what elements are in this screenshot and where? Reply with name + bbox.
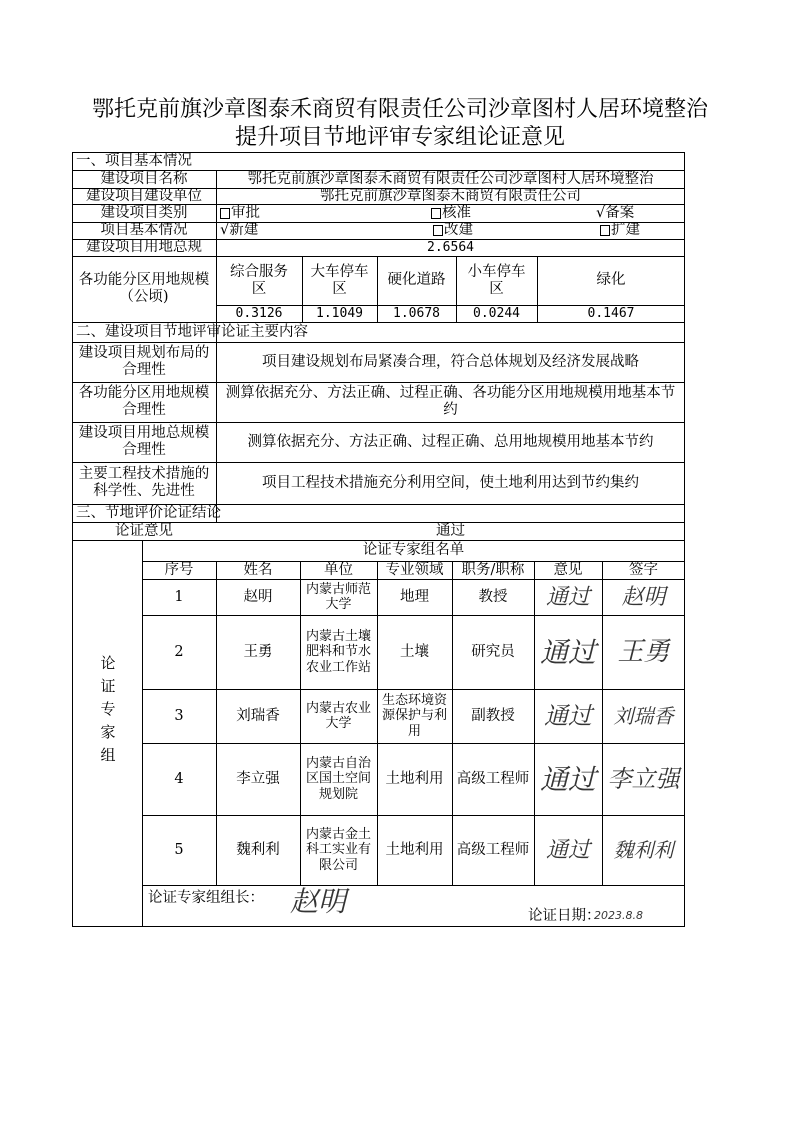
opinion-label: 论证意见 xyxy=(115,522,173,539)
review-row-label: 建设项目用地总规模合理性 xyxy=(78,425,210,458)
unit-value: 鄂托克前旗沙章图泰禾商贸有限责任公司 xyxy=(320,188,581,204)
zone-value: 0.0244 xyxy=(473,306,520,321)
expert-field: 生态环境资源保护与利用 xyxy=(381,692,447,739)
expert-field: 土壤 xyxy=(400,643,429,660)
expert-field: 土地利用 xyxy=(385,770,444,787)
expert-unit: 内蒙古自治区国土空间规划院 xyxy=(306,755,372,802)
date-label: 论证日期： xyxy=(528,907,601,924)
expert-name: 魏利利 xyxy=(236,841,280,858)
expert-unit: 内蒙古农业大学 xyxy=(306,700,372,731)
expert-title: 高级工程师 xyxy=(456,770,530,787)
project-name-value: 鄂托克前旗沙章图泰禾商贸有限责任公司沙章图村人居环境整治 xyxy=(247,170,654,187)
zone-name: 硬化道路 xyxy=(387,272,446,288)
review-row-content: 测算依据充分、方法正确、过程正确、总用地规模用地基本节约 xyxy=(247,433,654,450)
expert-signature: 赵明 xyxy=(621,584,666,610)
status-option-expand: 扩建 xyxy=(596,222,685,239)
expert-signature: 刘瑞香 xyxy=(613,703,674,728)
leader-label: 论证专家组组长： xyxy=(148,889,264,906)
expert-name: 赵明 xyxy=(243,588,273,605)
document-title-line2: 提升项目节地评审专家组论证意见 xyxy=(234,125,565,150)
checkbox-icon xyxy=(600,225,610,236)
expert-field: 地理 xyxy=(400,588,429,605)
review-row-content: 项目建设规划布局紧凑合理，符合总体规划及经济发展战略 xyxy=(262,353,639,370)
zone-value: 1.0678 xyxy=(393,306,440,321)
zone-name: 绿化 xyxy=(596,272,626,288)
col-header: 意见 xyxy=(553,561,583,578)
expert-list-title: 论证专家组名单 xyxy=(362,542,465,558)
zone-name: 小车停车区 xyxy=(467,263,526,297)
project-name-label: 建设项目名称 xyxy=(100,170,188,187)
category-option-record: √备案 xyxy=(596,204,635,221)
expert-name: 王勇 xyxy=(243,643,273,660)
expert-no: 2 xyxy=(174,643,184,660)
zone-name: 大车停车区 xyxy=(310,263,369,297)
expert-title: 教授 xyxy=(478,588,508,605)
category-option-approval: 审批 xyxy=(216,204,366,222)
total-area-label: 建设项目用地总规 xyxy=(86,239,202,255)
expert-title: 副教授 xyxy=(471,707,515,724)
status-option-new: √新建 xyxy=(220,222,259,238)
date-value: 2023.8.8 xyxy=(594,909,643,922)
expert-signature: 魏利利 xyxy=(613,837,674,862)
expert-opinion-signature: 通过 xyxy=(544,701,592,730)
evaluation-form xyxy=(72,152,685,927)
expert-signature: 王勇 xyxy=(617,636,670,667)
category-option-verify: 核准 xyxy=(427,204,537,222)
expert-group-label: 论证专家组 xyxy=(98,655,117,770)
col-header: 签字 xyxy=(629,561,658,578)
expert-no: 1 xyxy=(174,588,184,605)
zone-value: 0.1467 xyxy=(587,306,635,321)
col-header: 姓名 xyxy=(243,561,273,578)
review-row-label: 各功能分区用地规模合理性 xyxy=(78,385,210,418)
expert-title: 研究员 xyxy=(471,643,515,660)
document-title-line1: 鄂托克前旗沙章图泰禾商贸有限责任公司沙章图村人居环境整治 xyxy=(91,97,708,122)
review-row-label: 主要工程技术措施的科学性、先进性 xyxy=(78,466,210,499)
expert-signature: 李立强 xyxy=(607,764,680,793)
col-header: 专业领域 xyxy=(385,561,444,578)
review-row-label: 建设项目规划布局的合理性 xyxy=(78,345,210,378)
opinion-value: 通过 xyxy=(436,522,465,539)
review-row-content: 项目工程技术措施充分利用空间，使土地利用达到节约集约 xyxy=(262,474,639,491)
expert-no: 5 xyxy=(174,841,184,858)
expert-opinion-signature: 通过 xyxy=(545,584,590,610)
expert-opinion-signature: 通过 xyxy=(539,635,596,669)
review-row-content: 测算依据充分、方法正确、过程正确、各功能分区用地规模用地基本节约 xyxy=(225,385,676,418)
expert-unit: 内蒙古师范大学 xyxy=(306,581,372,612)
expert-unit: 内蒙古土壤肥料和节水农业工作站 xyxy=(306,628,372,675)
section3-heading: 三、节地评价论证结论 xyxy=(76,504,221,521)
expert-name: 刘瑞香 xyxy=(236,707,280,724)
expert-opinion-signature: 通过 xyxy=(539,762,596,796)
expert-title: 高级工程师 xyxy=(456,841,530,858)
zone-value: 0.3126 xyxy=(235,306,283,321)
col-header: 职务/职称 xyxy=(461,561,525,578)
col-header: 单位 xyxy=(324,561,353,578)
unit-label: 建设项目建设单位 xyxy=(86,188,202,204)
expert-no: 4 xyxy=(174,770,184,787)
zone-value: 1.1049 xyxy=(316,306,363,321)
leader-signature: 赵明 xyxy=(290,885,347,918)
expert-no: 3 xyxy=(174,707,184,724)
expert-name: 李立强 xyxy=(236,770,280,787)
section1-heading: 一、项目基本情况 xyxy=(76,152,192,169)
status-label: 项目基本情况 xyxy=(100,222,188,238)
status-option-rebuild: 改建 xyxy=(429,222,539,239)
checkbox-icon xyxy=(433,225,443,236)
section2-heading: 二、建设项目节地评审论证主要内容 xyxy=(76,323,308,340)
checkbox-icon xyxy=(220,208,230,219)
zone-label: 各功能分区用地规模（公顷) xyxy=(78,272,210,305)
total-area-value: 2.6564 xyxy=(427,240,474,255)
checkbox-icon xyxy=(431,208,441,219)
expert-opinion-signature: 通过 xyxy=(545,837,590,863)
zone-name: 综合服务区 xyxy=(230,263,288,297)
col-header: 序号 xyxy=(164,561,194,578)
category-label: 建设项目类别 xyxy=(100,204,188,221)
expert-field: 土地利用 xyxy=(385,841,444,858)
expert-unit: 内蒙古金土科工实业有限公司 xyxy=(306,826,372,873)
